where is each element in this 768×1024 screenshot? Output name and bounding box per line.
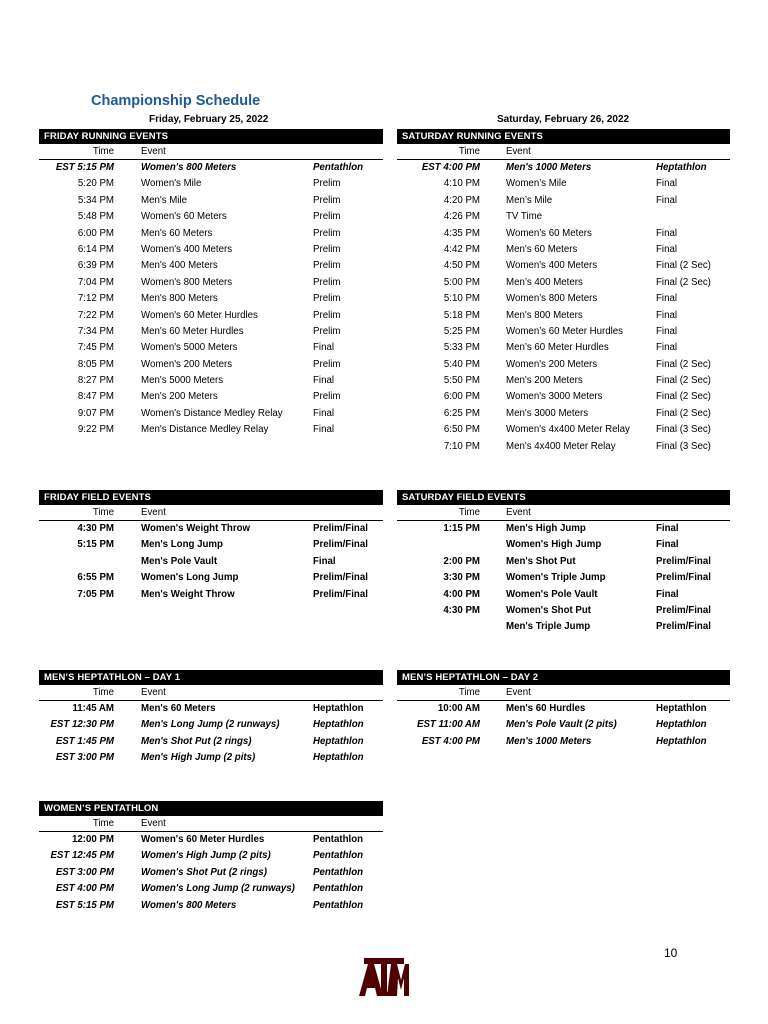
- row-event: Women's Pole Vault: [506, 588, 598, 600]
- schedule-row: [397, 226, 730, 242]
- row-note: Prelim: [313, 194, 341, 206]
- row-time: 6:00 PM: [77, 227, 114, 239]
- row-event: Men's Pole Vault: [141, 555, 218, 567]
- row-time: 4:50 PM: [443, 260, 480, 272]
- column-headers: [397, 685, 730, 701]
- schedule-row: [397, 242, 730, 258]
- row-time: EST 5:15 PM: [55, 899, 114, 911]
- row-note: Final: [656, 588, 679, 600]
- row-time: 5:15 PM: [77, 539, 114, 551]
- event-column-header: Event: [141, 507, 166, 518]
- row-event: Women's 5000 Meters: [141, 342, 238, 354]
- row-time: 6:55 PM: [77, 572, 114, 584]
- row-time: 7:34 PM: [77, 325, 114, 337]
- row-event: TV Time: [506, 211, 543, 223]
- row-note: Heptathlon: [656, 703, 707, 714]
- row-time: 2:00 PM: [443, 555, 480, 567]
- schedule-row: [39, 537, 383, 553]
- row-event: Women's Long Jump: [141, 572, 239, 584]
- row-event: Men's High Jump: [506, 523, 586, 534]
- schedule-row: [397, 373, 730, 389]
- row-event: Men's Weight Throw: [141, 588, 235, 600]
- row-event: Women's 400 Meters: [141, 243, 233, 255]
- row-event: Men's 60 Meters: [506, 243, 578, 255]
- row-event: Women's 200 Meters: [506, 358, 598, 370]
- row-event: Women's Shot Put: [506, 604, 592, 616]
- schedule-row: [397, 291, 730, 307]
- section-header: MEN’S HEPTATHLON – DAY 2: [397, 670, 730, 685]
- row-time: 4:10 PM: [443, 178, 480, 190]
- row-note: Final (2 Sec): [656, 276, 711, 288]
- row-event: Men's Shot Put (2 rings): [141, 735, 252, 747]
- row-time: 4:30 PM: [443, 604, 480, 616]
- schedule-row: [397, 521, 730, 537]
- schedule-row: [39, 865, 383, 881]
- row-note: Heptathlon: [313, 752, 364, 764]
- row-note: Prelim: [313, 325, 341, 337]
- row-event: Men's 60 Meters: [141, 703, 216, 714]
- row-event: Men's 400 Meters: [141, 260, 218, 272]
- schedule-row: [397, 570, 730, 586]
- row-note: Final: [656, 539, 679, 551]
- row-time: 5:10 PM: [443, 293, 480, 305]
- row-note: Prelim: [313, 178, 341, 190]
- schedule-row: [397, 209, 730, 225]
- column-headers: [397, 144, 730, 160]
- row-time: 6:00 PM: [443, 391, 480, 403]
- row-note: Prelim/Final: [656, 572, 711, 584]
- row-time: 8:27 PM: [77, 375, 114, 387]
- row-note: Pentathlon: [313, 834, 364, 845]
- schedule-row: [39, 357, 383, 373]
- row-event: Men's 60 Hurdles: [506, 703, 586, 714]
- row-time: EST 4:00 PM: [421, 735, 480, 747]
- schedule-row: [39, 848, 383, 864]
- row-time: EST 3:00 PM: [55, 866, 114, 878]
- section-header: FRIDAY RUNNING EVENTS: [39, 129, 383, 144]
- row-note: Pentathlon: [313, 850, 364, 862]
- row-time: 8:05 PM: [77, 358, 114, 370]
- row-note: Final: [656, 227, 677, 239]
- row-event: Men's Pole Vault (2 pits): [506, 719, 617, 731]
- row-time: 8:47 PM: [77, 391, 114, 403]
- row-event: Men's Triple Jump: [506, 621, 591, 633]
- schedule-row: [39, 898, 383, 914]
- row-event: Men's 5000 Meters: [141, 375, 224, 387]
- row-note: Final (2 Sec): [656, 407, 711, 419]
- row-time: 7:10 PM: [443, 440, 480, 452]
- schedule-row: [397, 587, 730, 603]
- saturday-running-section: [397, 129, 730, 455]
- row-event: Men's 800 Meters: [506, 309, 583, 321]
- schedule-row: [397, 422, 730, 438]
- row-event: Women's 800 Meters: [141, 162, 237, 173]
- row-note: Prelim: [313, 227, 341, 239]
- friday-field-section: [39, 490, 383, 603]
- row-time: EST 12:45 PM: [50, 850, 114, 862]
- schedule-row: [39, 521, 383, 537]
- row-time: EST 12:30 PM: [50, 719, 114, 731]
- row-note: Final: [313, 375, 334, 387]
- row-time: 5:00 PM: [443, 276, 480, 288]
- schedule-row: [397, 554, 730, 570]
- schedule-row: [397, 603, 730, 619]
- row-event: Women's 800 Meters: [141, 899, 237, 911]
- row-note: Prelim: [313, 276, 341, 288]
- row-note: Pentathlon: [313, 162, 364, 173]
- row-event: Women’s Mile: [506, 178, 567, 190]
- heptathlon-day1-section: [39, 670, 383, 767]
- schedule-row: [397, 619, 730, 635]
- row-note: Final: [313, 342, 334, 354]
- row-note: Prelim/Final: [313, 523, 368, 534]
- time-column-header: Time: [458, 146, 480, 157]
- row-event: Women’s 800 Meters: [506, 293, 598, 305]
- row-time: 5:50 PM: [443, 375, 480, 387]
- schedule-row: [39, 308, 383, 324]
- event-column-header: Event: [141, 818, 166, 829]
- schedule-row: [397, 258, 730, 274]
- row-time: 6:50 PM: [443, 424, 480, 436]
- schedule-row: [397, 275, 730, 291]
- schedule-row: [39, 570, 383, 586]
- row-note: Prelim: [313, 391, 341, 403]
- row-note: Final: [656, 194, 677, 206]
- event-column-header: Event: [506, 146, 531, 157]
- schedule-row: [397, 439, 730, 455]
- schedule-row: [39, 389, 383, 405]
- row-time: 9:22 PM: [77, 424, 114, 436]
- schedule-row: [397, 734, 730, 750]
- row-note: Final (3 Sec): [656, 424, 711, 436]
- row-event: Men's Distance Medley Relay: [141, 424, 269, 436]
- section-header: MEN’S HEPTATHLON – DAY 1: [39, 670, 383, 685]
- saturday-date-label: Saturday, February 26, 2022: [497, 114, 630, 125]
- row-event: Men's 60 Meters: [141, 227, 213, 239]
- row-event: Women's Triple Jump: [506, 572, 606, 584]
- row-event: Women's Shot Put (2 rings): [141, 866, 267, 878]
- heptathlon-day2-section: [397, 670, 730, 750]
- schedule-row: [39, 373, 383, 389]
- schedule-row: [39, 176, 383, 192]
- column-headers: [39, 685, 383, 701]
- section-header: SATURDAY FIELD EVENTS: [397, 490, 730, 505]
- row-time: EST 3:00 PM: [55, 752, 114, 764]
- page-title: Championship Schedule: [91, 93, 261, 109]
- time-column-header: Time: [92, 146, 114, 157]
- row-note: Heptathlon: [656, 162, 707, 173]
- row-note: Pentathlon: [313, 899, 364, 911]
- row-event: Men's 3000 Meters: [506, 407, 589, 419]
- row-event: Women's 60 Meter Hurdles: [141, 834, 265, 845]
- schedule-row: [39, 734, 383, 750]
- row-time: 11:45 AM: [72, 703, 114, 714]
- row-time: 4:20 PM: [443, 194, 480, 206]
- schedule-row: [39, 406, 383, 422]
- row-note: Heptathlon: [313, 719, 364, 731]
- row-event: Men's 1000 Meters: [506, 162, 592, 173]
- row-note: Final: [656, 342, 677, 354]
- schedule-row: [39, 881, 383, 897]
- row-time: 1:15 PM: [443, 523, 480, 534]
- row-event: Men’s Mile: [506, 194, 553, 206]
- row-event: Men's 4x400 Meter Relay: [506, 440, 616, 452]
- event-column-header: Event: [506, 687, 531, 698]
- row-event: Women's 800 Meters: [141, 276, 233, 288]
- row-note: Prelim/Final: [656, 604, 711, 616]
- schedule-row: [39, 422, 383, 438]
- schedule-row: [397, 160, 730, 176]
- row-event: Women's High Jump: [506, 539, 602, 551]
- saturday-field-section: [397, 490, 730, 636]
- row-time: 10:00 AM: [437, 703, 480, 714]
- row-note: Final: [656, 523, 679, 534]
- event-column-header: Event: [506, 507, 531, 518]
- row-time: EST 5:15 PM: [55, 162, 114, 173]
- atm-logo: [357, 954, 411, 1000]
- column-headers: [397, 505, 730, 521]
- row-event: Women's Mile: [141, 178, 202, 190]
- schedule-row: [39, 832, 383, 848]
- row-event: Men’s 400 Meters: [506, 276, 583, 288]
- row-time: 4:35 PM: [443, 227, 480, 239]
- time-column-header: Time: [92, 818, 114, 829]
- row-note: Final: [656, 178, 677, 190]
- schedule-row: [39, 324, 383, 340]
- schedule-row: [39, 750, 383, 766]
- row-time: EST 11:00 AM: [417, 719, 480, 731]
- row-event: Men's High Jump (2 pits): [141, 752, 256, 764]
- row-event: Men's Shot Put: [506, 555, 576, 567]
- row-event: Women's 60 Meters: [141, 211, 227, 223]
- row-note: Prelim: [313, 243, 341, 255]
- row-event: Women's Weight Throw: [141, 523, 251, 534]
- column-headers: [39, 816, 383, 832]
- section-header: SATURDAY RUNNING EVENTS: [397, 129, 730, 144]
- row-note: Prelim/Final: [313, 539, 368, 551]
- schedule-row: [39, 242, 383, 258]
- row-time: 4:26 PM: [443, 211, 480, 223]
- row-note: Heptathlon: [313, 735, 364, 747]
- column-headers: [39, 144, 383, 160]
- row-note: Heptathlon: [313, 703, 364, 714]
- schedule-row: [397, 389, 730, 405]
- schedule-row: [397, 406, 730, 422]
- row-note: Prelim/Final: [656, 621, 711, 633]
- row-event: Women's 60 Meter Hurdles: [141, 309, 258, 321]
- row-time: 6:39 PM: [77, 260, 114, 272]
- schedule-row: [397, 340, 730, 356]
- row-note: Final: [313, 555, 336, 567]
- row-note: Final: [656, 293, 677, 305]
- row-time: EST 4:00 PM: [55, 883, 114, 895]
- row-time: 7:22 PM: [77, 309, 114, 321]
- row-note: Prelim: [313, 358, 341, 370]
- row-event: Women's 3000 Meters: [506, 391, 603, 403]
- row-note: Final: [656, 309, 677, 321]
- friday-running-section: [39, 129, 383, 439]
- row-time: 5:34 PM: [77, 194, 114, 206]
- row-note: Pentathlon: [313, 883, 364, 895]
- row-event: Men's 800 Meters: [141, 293, 218, 305]
- row-time: 4:30 PM: [77, 523, 114, 534]
- schedule-row: [397, 308, 730, 324]
- row-note: Final (3 Sec): [656, 440, 711, 452]
- row-time: 3:30 PM: [443, 572, 480, 584]
- row-note: Pentathlon: [313, 866, 364, 878]
- row-time: 5:25 PM: [443, 325, 480, 337]
- row-event: Men's 60 Meter Hurdles: [141, 325, 244, 337]
- row-note: Prelim/Final: [656, 555, 711, 567]
- schedule-row: [39, 209, 383, 225]
- row-time: 5:18 PM: [443, 309, 480, 321]
- schedule-row: [397, 701, 730, 717]
- row-note: Final: [656, 325, 677, 337]
- row-time: 9:07 PM: [77, 407, 114, 419]
- row-note: Final (2 Sec): [656, 391, 711, 403]
- row-note: Prelim: [313, 260, 341, 272]
- section-header: FRIDAY FIELD EVENTS: [39, 490, 383, 505]
- schedule-row: [397, 537, 730, 553]
- row-note: Prelim: [313, 293, 341, 305]
- row-note: Heptathlon: [656, 719, 707, 731]
- schedule-row: [39, 587, 383, 603]
- event-column-header: Event: [141, 146, 166, 157]
- friday-date-label: Friday, February 25, 2022: [149, 114, 269, 125]
- row-event: Men's Mile: [141, 194, 187, 206]
- time-column-header: Time: [92, 507, 114, 518]
- row-note: Final: [656, 243, 677, 255]
- row-event: Men's 200 Meters: [141, 391, 218, 403]
- section-header: WOMEN’S PENTATHLON: [39, 801, 383, 816]
- time-column-header: Time: [458, 507, 480, 518]
- schedule-row: [39, 160, 383, 176]
- row-note: Final: [313, 407, 334, 419]
- schedule-row: [397, 324, 730, 340]
- row-note: Heptathlon: [656, 735, 707, 747]
- schedule-row: [39, 193, 383, 209]
- row-note: Prelim/Final: [313, 588, 368, 600]
- pentathlon-section: [39, 801, 383, 914]
- schedule-row: [39, 340, 383, 356]
- time-column-header: Time: [92, 687, 114, 698]
- schedule-row: [397, 193, 730, 209]
- row-event: Men's 1000 Meters: [506, 735, 592, 747]
- row-time: 5:48 PM: [77, 211, 114, 223]
- row-time: 6:25 PM: [443, 407, 480, 419]
- row-note: Prelim: [313, 211, 341, 223]
- row-time: 5:40 PM: [443, 358, 480, 370]
- row-time: 4:42 PM: [443, 243, 480, 255]
- row-event: Men's Long Jump: [141, 539, 223, 551]
- row-event: Men's 200 Meters: [506, 375, 583, 387]
- column-headers: [39, 505, 383, 521]
- row-time: 7:45 PM: [77, 342, 114, 354]
- row-event: Women’s 60 Meters: [506, 227, 592, 239]
- row-event: Women's Distance Medley Relay: [141, 407, 283, 419]
- row-note: Final (2 Sec): [656, 375, 711, 387]
- row-event: Men's Long Jump (2 runways): [141, 719, 280, 731]
- row-time: 5:20 PM: [77, 178, 114, 190]
- row-time: 7:05 PM: [77, 588, 114, 600]
- schedule-row: [39, 226, 383, 242]
- row-time: 5:33 PM: [443, 342, 480, 354]
- row-time: 12:00 PM: [72, 834, 114, 845]
- row-time: EST 4:00 PM: [421, 162, 480, 173]
- row-time: 4:00 PM: [443, 588, 480, 600]
- row-time: 7:04 PM: [77, 276, 114, 288]
- schedule-row: [39, 275, 383, 291]
- row-note: Final: [313, 424, 334, 436]
- row-note: Final (2 Sec): [656, 358, 711, 370]
- page-number: 10: [664, 946, 678, 960]
- row-event: Women's 4x400 Meter Relay: [506, 424, 630, 436]
- schedule-row: [397, 176, 730, 192]
- row-time: 7:12 PM: [77, 293, 114, 305]
- schedule-row: [39, 291, 383, 307]
- row-event: Women’s 60 Meter Hurdles: [506, 325, 624, 337]
- schedule-row: [397, 357, 730, 373]
- schedule-row: [39, 554, 383, 570]
- row-note: Prelim: [313, 309, 341, 321]
- schedule-row: [39, 258, 383, 274]
- time-column-header: Time: [458, 687, 480, 698]
- row-event: Women's High Jump (2 pits): [141, 850, 271, 862]
- row-event: Women's 400 Meters: [506, 260, 598, 272]
- event-column-header: Event: [141, 687, 166, 698]
- row-time: EST 1:45 PM: [55, 735, 114, 747]
- schedule-row: [397, 717, 730, 733]
- row-event: Men’s 60 Meter Hurdles: [506, 342, 609, 354]
- schedule-row: [39, 701, 383, 717]
- row-event: Women's 200 Meters: [141, 358, 233, 370]
- row-note: Prelim/Final: [313, 572, 368, 584]
- row-event: Women's Long Jump (2 runways): [141, 883, 295, 895]
- schedule-row: [39, 717, 383, 733]
- row-note: Final (2 Sec): [656, 260, 711, 272]
- row-time: 6:14 PM: [77, 243, 114, 255]
